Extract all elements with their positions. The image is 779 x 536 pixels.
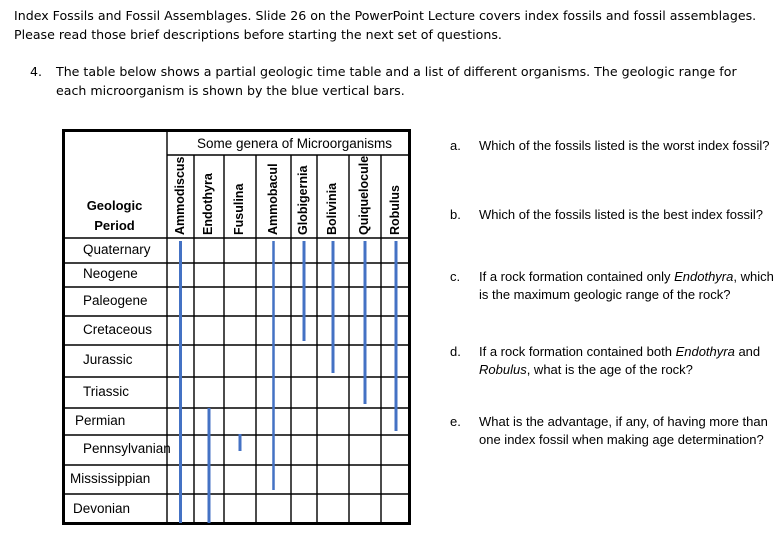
question-letter: c.	[450, 269, 461, 284]
question-text	[479, 413, 779, 449]
question-4-number: 4.	[30, 64, 43, 79]
organism-label-endothyra: Endothyra	[201, 173, 215, 235]
period-label-mississippian: Mississippian	[70, 470, 151, 486]
text-span: , which is the maximum geologic range of the rock?	[479, 269, 774, 302]
question-text	[479, 206, 779, 224]
organism-label-globigernia: Globigernia	[296, 165, 310, 235]
text-span: , what is the age of the rock?	[526, 362, 693, 377]
intro-paragraph: Index Fossils and Fossil Assemblages. Slide 26 on the PowerPoint Lecture covers index fossils and fossil assemblages. Please read those brief descriptions before starting the next set of questions.	[14, 8, 757, 42]
period-label-jurassic: Jurassic	[83, 352, 133, 367]
period-label-pennsylvanian: Pennsylvanian	[83, 441, 171, 456]
text-span: What is the advantage, if any, of having more than one index fossil when making age determination?	[479, 414, 768, 447]
period-label-quaternary: Quaternary	[83, 241, 151, 257]
table-header-title: Some genera of Microorganisms	[196, 136, 393, 151]
text-span: Which of the fossils listed is the best index fossil?	[479, 207, 763, 222]
geologic-label: Geologic	[86, 198, 143, 213]
organism-name: Robulus	[479, 362, 527, 377]
text-span: If a rock formation contained only	[479, 269, 675, 284]
text-span: and	[734, 344, 761, 359]
organism-label-ammobacul: Ammobacul	[265, 163, 280, 235]
organism-label-bolivinia: Bolivinia	[325, 182, 339, 235]
question-letter: e.	[450, 414, 461, 429]
geologic-range-table	[62, 129, 411, 525]
question-letter: a.	[450, 138, 461, 153]
organism-name: Endothyra	[674, 269, 734, 284]
organism-label-robulus: Robulus	[388, 185, 402, 235]
period-label-devonian: Devonian	[73, 500, 131, 516]
question-letter: b.	[450, 207, 461, 222]
question-text	[479, 268, 779, 304]
period-label-paleogene: Paleogene	[83, 292, 148, 308]
organism-label-ammodiscus: Ammodiscus	[172, 156, 187, 235]
question-text	[479, 137, 779, 155]
organism-label-quiquelocule: Quiquelocule	[357, 155, 371, 235]
period-label-neogene: Neogene	[83, 266, 138, 281]
period-label-cretaceous: Cretaceous	[83, 321, 153, 337]
question-text	[479, 343, 779, 379]
period-label-triassic: Triassic	[83, 383, 129, 399]
question-letter: d.	[450, 344, 461, 359]
question-4-text: The table below shows a partial geologic time table and a list of different organisms. The geologic range for each microorganism is shown by the blue vertical bars.	[56, 64, 737, 98]
period-label: Period	[94, 218, 135, 233]
period-label-permian: Permian	[75, 412, 126, 428]
text-span: If a rock formation contained both	[479, 344, 676, 359]
text-span: Which of the fossils listed is the worst index fossil?	[479, 138, 770, 153]
organism-label-fusulina: Fusulina	[232, 183, 246, 235]
organism-name: Endothyra	[675, 344, 735, 359]
